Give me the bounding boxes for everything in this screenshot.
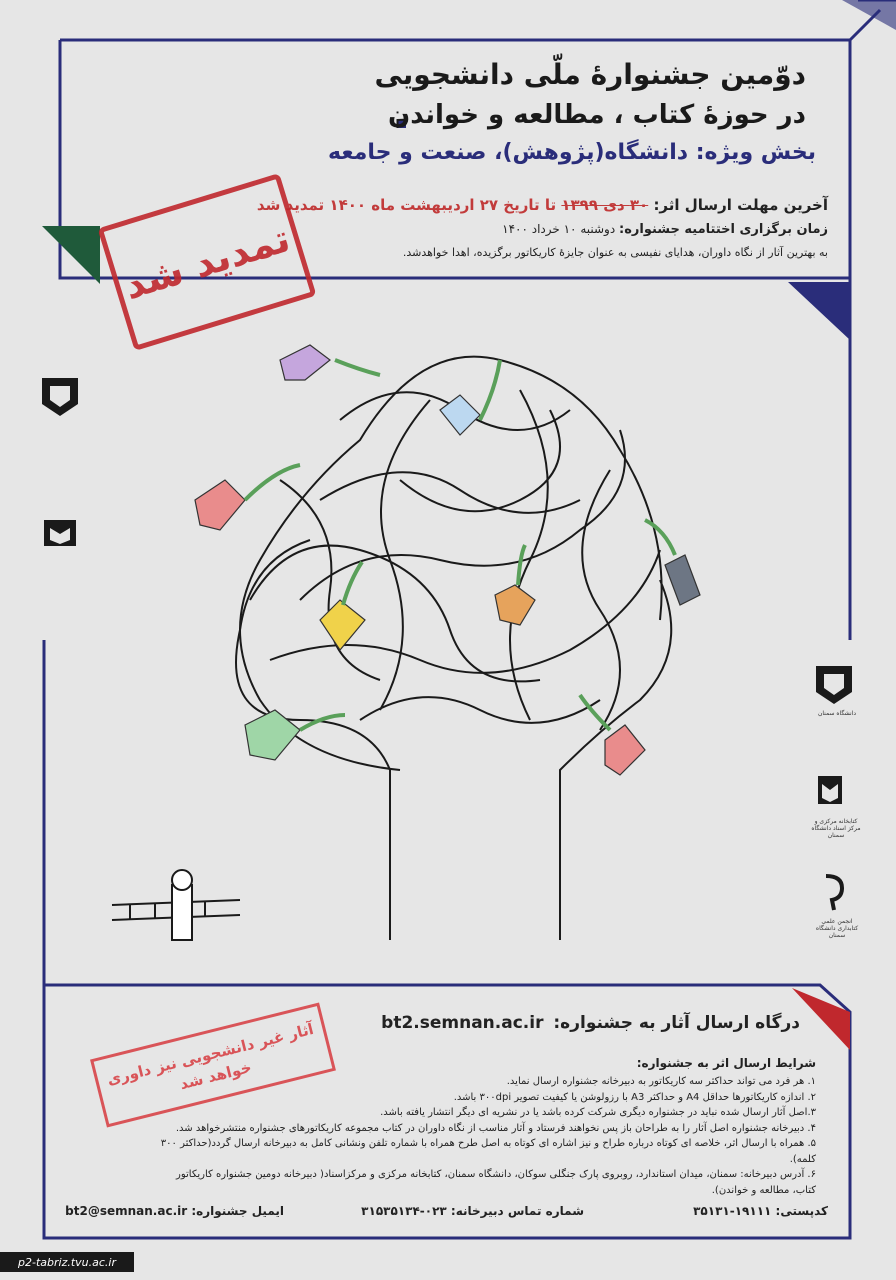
rules-list [156,1074,816,1198]
library-emblem-icon [808,770,852,814]
rule-item: ۴. دبیرخانه جشنواره اصل آثار را به طراحان باز پس نخواهند فرستاد و آثار مناسب از نگاه داوران در کتاب مجموعه کاریکاتورهای جشنواره منتشرخواهد شد. [175,1122,816,1134]
portal-label: درگاه ارسال آثار به جشنواره: [553,1013,800,1033]
festival-email [65,1204,284,1218]
semnan-univ-logo-left [38,374,82,422]
semnan-emblem-icon [38,374,82,418]
submission-portal [381,1013,800,1033]
source-watermark: p2-tabriz.tvu.ac.ir [0,1252,134,1272]
rule-item: ۳.اصل آثار ارسال شده نباید در جشنواره دیگری شرکت کرده باشد یا در نشریه ای دیگر انتشار یافته باشد. [380,1107,816,1118]
secretariat-phone [361,1204,584,1218]
logo-caption-univ: دانشگاه سمنان [817,710,857,717]
deadline [257,196,828,214]
special-section: بخش ویژه: دانشگاه(پژوهش)، صنعت و جامعه [328,140,816,165]
festival-title: دوّمین جشنوارۀ ملّی دانشجویی [374,58,806,91]
big-title-caricature [46,28,406,128]
email-link[interactable]: bt2@semnan.ac.ir [65,1204,188,1218]
students-logo-right [812,870,862,939]
deadline-old-date: ۳۰ دی ۱۳۹۹ [561,196,649,214]
postal-value: ۱۹۱۱۱-۳۵۱۳۱ [693,1204,772,1218]
ladder-figure [112,870,240,940]
prize-note: به بهترین آثار از نگاه داوران، هدایای نفیسی به عنوان جایزۀ کاریکاتور برگزیده، اهدا خواهدشد. [402,246,828,259]
library-logo-left [38,516,82,564]
book-tree-illustration [100,300,760,960]
rules-title: شرایط ارسال اثر به جشنواره: [636,1056,816,1070]
logo-caption-library: کتابخانه مرکزی و مرکز اسناد دانشگاه سمنان [811,818,861,839]
festival-subtitle: در حوزۀ کتاب ، مطالعه و خواندن [388,100,806,130]
non-student-stamp: آثار غیر دانشجویی نیز داوری خواهد شد [90,1002,336,1127]
postal-label: کدپستی: [775,1204,828,1218]
closing-label: زمان برگزاری اختتامیه جشنواره: [619,222,828,237]
semnan-emblem-icon [812,662,856,706]
extended-stamp: تمدید شد [97,173,316,351]
logo-caption-students: انجمن علمی کتابداری دانشگاه سمنان [815,918,859,939]
pen-emblem-icon [812,870,856,914]
email-label: ایمیل جشنواره: [191,1204,284,1218]
rule-item: ۶. آدرس دبیرخانه: سمنان، میدان استاندارد، روبروی پارک جنگلی سوکان، دانشگاه سمنان، کتابخانه مرکزی و مرکزاسناد( دبیرخانه دومین جشنواره کاریکاتور کتاب، مطالعه و خواندن). [176,1169,816,1196]
postal-code [693,1204,828,1218]
phone-label: شماره تماس دبیرخانه: [450,1204,584,1218]
semnan-univ-logo-right [812,662,862,717]
closing-value: دوشنبه ۱۰ خرداد ۱۴۰۰ [502,222,616,236]
library-logo-right [808,770,864,839]
book-emblem-icon [38,516,82,560]
rule-item: ۵. همراه با ارسال اثر، خلاصه ای کوتاه درباره طراح و نیز اشاره ای کوتاه به اصل طرح همراه با شماره تلفن ونشانی کامل به دبیرخانه ارسال گردد(حداکثر ۳۰۰ کلمه). [160,1138,816,1165]
rule-item: ۲. اندازه کاریکاتورها حداقل A4 و حداکثر A3 با رزولوشن یا کیفیت تصویر ۳۰۰dpi باشد. [453,1091,816,1103]
phone-value: ۰۲۳-۳۱۵۳۵۱۳۴ [361,1204,447,1218]
rule-item: ۱. هر فرد می تواند حداکثر سه کاریکاتور به دبیرخانه جشنواره ارسال نماید. [506,1076,816,1087]
portal-url-link[interactable]: bt2.semnan.ac.ir [381,1013,544,1033]
deadline-label: آخرین مهلت ارسال اثر: [653,196,828,214]
closing-ceremony [502,222,828,237]
deadline-new-date: تا تاریخ ۲۷ اردیبهشت ماه ۱۴۰۰ تمدید شد [256,196,557,214]
